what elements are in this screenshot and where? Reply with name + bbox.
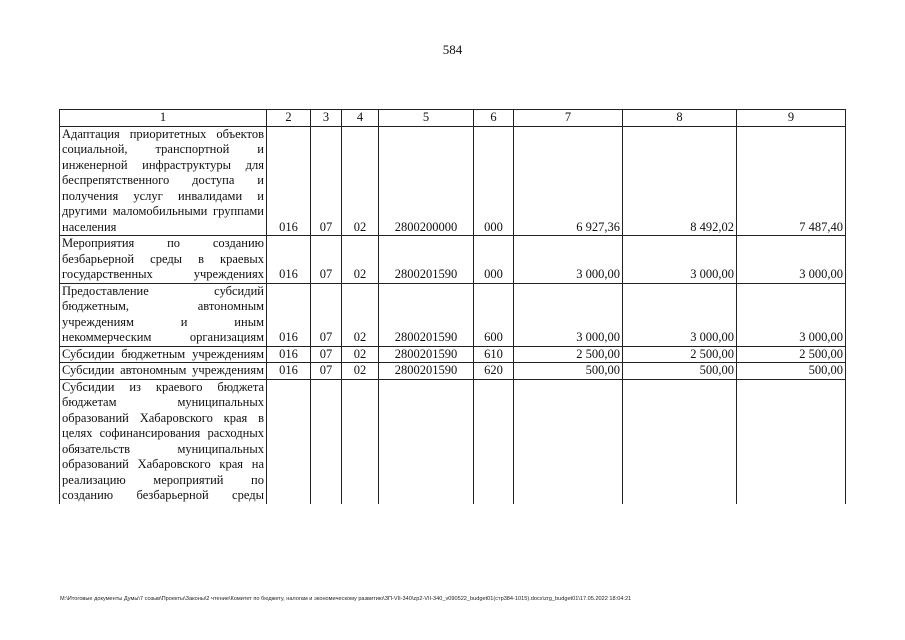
- row-amount-1: 6 927,36: [514, 126, 623, 236]
- row-amount-3: 500,00: [737, 363, 846, 380]
- row-section: 07: [311, 236, 342, 284]
- row-name: Предоставление субсидий бюджетным, автономным учреждениям и иным некоммерческим организациям: [60, 283, 267, 346]
- header-col-2: 2: [267, 110, 311, 127]
- row-amount-3: 3 000,00: [737, 236, 846, 284]
- row-section: 07: [311, 283, 342, 346]
- row-subsection: 02: [342, 236, 379, 284]
- row-target-article: 2800201590: [379, 363, 474, 380]
- table-row: [60, 363, 846, 380]
- row-amount-1: 3 000,00: [514, 283, 623, 346]
- row-subsection: 02: [342, 346, 379, 363]
- row-amount-3: 7 487,40: [737, 126, 846, 236]
- row-subsection: 02: [342, 126, 379, 236]
- row-amount-2: 3 000,00: [623, 283, 737, 346]
- row-name: Мероприятия по созданию безбарьерной среды в краевых государственных учреждениях: [60, 236, 267, 284]
- row-amount-2: 3 000,00: [623, 236, 737, 284]
- page-number: 584: [442, 42, 463, 57]
- row-subsection: 02: [342, 283, 379, 346]
- row-admin-code: 016: [267, 126, 311, 236]
- row-subsection: 02: [342, 363, 379, 380]
- row-section: 07: [311, 126, 342, 236]
- row-amount-1: 3 000,00: [514, 236, 623, 284]
- row-name: Субсидии автономным учреждениям: [60, 363, 267, 380]
- row-amount-2: 8 492,02: [623, 126, 737, 236]
- row-target-article: 2800200000: [379, 126, 474, 236]
- empty-cell: [342, 379, 379, 504]
- row-admin-code: 016: [267, 283, 311, 346]
- empty-cell: [311, 379, 342, 504]
- header-col-7: 7: [514, 110, 623, 127]
- row-expense-type: 000: [474, 236, 514, 284]
- row-expense-type: 620: [474, 363, 514, 380]
- row-amount-3: 2 500,00: [737, 346, 846, 363]
- row-section: 07: [311, 346, 342, 363]
- table-row: [60, 236, 846, 284]
- empty-cell: [267, 379, 311, 504]
- budget-table: [59, 109, 846, 504]
- row-amount-2: 500,00: [623, 363, 737, 380]
- row-expense-type: 600: [474, 283, 514, 346]
- row-target-article: 2800201590: [379, 236, 474, 284]
- empty-cell: [737, 379, 846, 504]
- empty-cell: [379, 379, 474, 504]
- row-amount-2: 2 500,00: [623, 346, 737, 363]
- document-footer-path: M:\Итоговые документы Думы\7 созыв\Проекты\Законы\2 чтение\Комитет по бюджету, налогам и экономическому развитию\ЗП-VII-340\zp2-VII-340_v090522_budget01(стр384-1015).docx\zrg_budget01\17.05.2022 18:04:21: [60, 596, 632, 602]
- row-admin-code: 016: [267, 346, 311, 363]
- row-name: Адаптация приоритетных объектов социальной, транспортной и инженерной инфраструктуры для беспрепятственного доступа и получения услуг инвалидами и другими маломобильными группами населения: [60, 126, 267, 236]
- row-name: Субсидии из краевого бюджета бюджетам муниципальных образований Хабаровского края в целях софинансирования расходных обязательств муниципальных образований Хабаровского края на реализацию мероприятий по созданию безбарьерной среды: [60, 379, 267, 504]
- header-col-3: 3: [311, 110, 342, 127]
- row-expense-type: 610: [474, 346, 514, 363]
- table-row: [60, 126, 846, 236]
- row-amount-1: 500,00: [514, 363, 623, 380]
- row-admin-code: 016: [267, 236, 311, 284]
- header-col-8: 8: [623, 110, 737, 127]
- header-col-1: 1: [60, 110, 267, 127]
- table-row-continued: [60, 379, 846, 504]
- empty-cell: [474, 379, 514, 504]
- table-row: [60, 283, 846, 346]
- header-row: [60, 110, 846, 127]
- header-col-5: 5: [379, 110, 474, 127]
- row-section: 07: [311, 363, 342, 380]
- row-target-article: 2800201590: [379, 283, 474, 346]
- row-expense-type: 000: [474, 126, 514, 236]
- row-name: Субсидии бюджетным учреждениям: [60, 346, 267, 363]
- empty-cell: [623, 379, 737, 504]
- header-col-4: 4: [342, 110, 379, 127]
- row-admin-code: 016: [267, 363, 311, 380]
- header-col-6: 6: [474, 110, 514, 127]
- row-amount-1: 2 500,00: [514, 346, 623, 363]
- row-target-article: 2800201590: [379, 346, 474, 363]
- table-row: [60, 346, 846, 363]
- row-amount-3: 3 000,00: [737, 283, 846, 346]
- empty-cell: [514, 379, 623, 504]
- header-col-9: 9: [737, 110, 846, 127]
